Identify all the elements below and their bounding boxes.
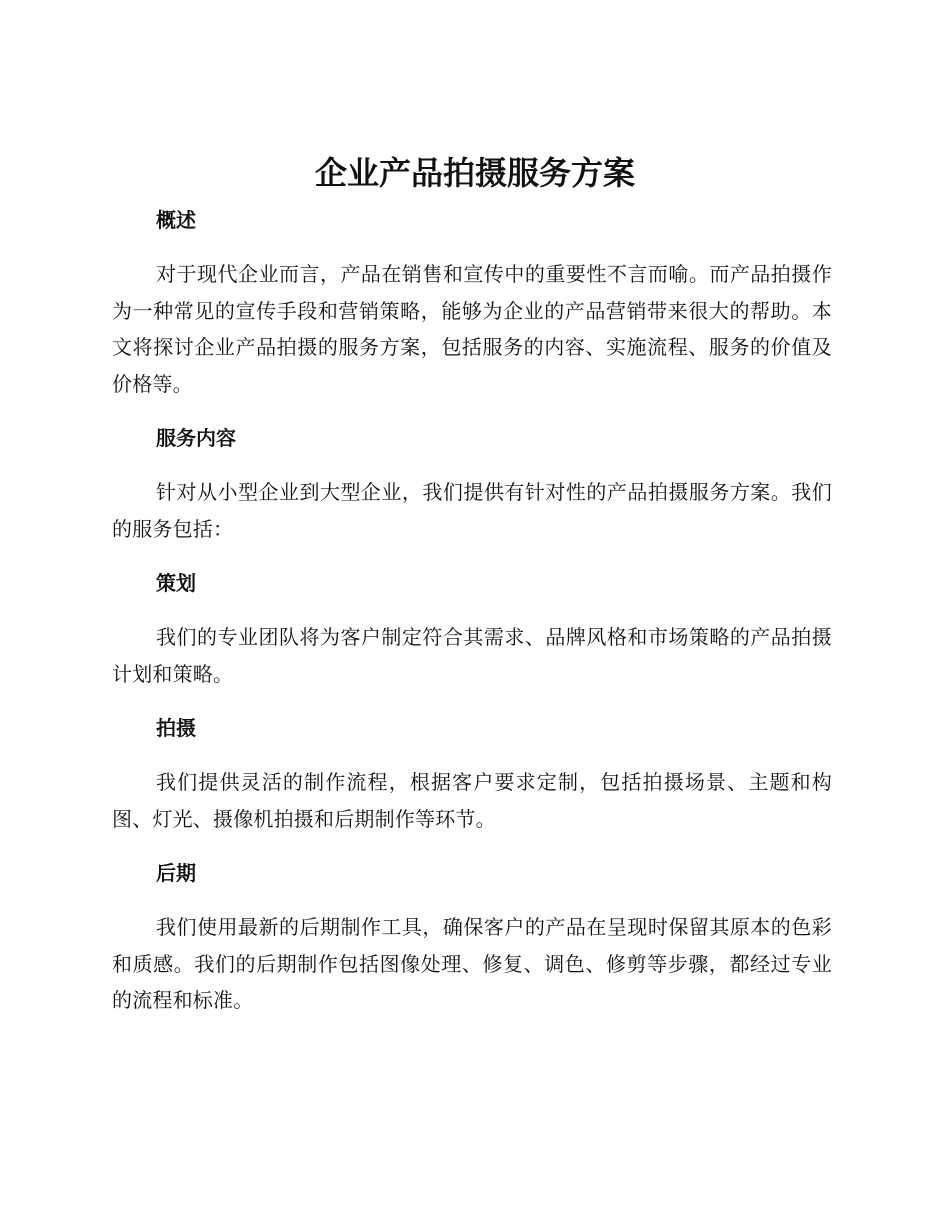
section-heading-overview: 概述 (156, 208, 196, 232)
section-paragraph-service-content: 针对从小型企业到大型企业，我们提供有针对性的产品拍摄服务方案。我们的服务包括： (112, 480, 832, 541)
section-heading-planning: 策划 (156, 571, 196, 595)
document-title: 企业产品拍摄服务方案 (314, 154, 635, 192)
section-heading-shooting: 拍摄 (156, 716, 196, 740)
section-paragraph-planning: 我们的专业团队将为客户制定符合其需求、品牌风格和市场策略的产品拍摄计划和策略。 (112, 625, 832, 686)
section-paragraph-post-production: 我们使用最新的后期制作工具，确保客户的产品在呈现时保留其原本的色彩和质感。我们的后期制作包括图像处理、修复、调色、修剪等步骤，都经过专业的流程和标准。 (112, 915, 832, 1012)
section-paragraph-overview: 对于现代企业而言，产品在销售和宣传中的重要性不言而喻。而产品拍摄作为一种常见的宣传手段和营销策略，能够为企业的产品营销带来很大的帮助。本文将探讨企业产品拍摄的服务方案，包括服务的内容、实施流程、服务的价值及价格等。 (112, 262, 832, 396)
document-body (112, 198, 832, 1019)
section-heading-service-content: 服务内容 (156, 426, 236, 450)
section-heading-post-production: 后期 (156, 861, 196, 885)
section-paragraph-shooting: 我们提供灵活的制作流程，根据客户要求定制，包括拍摄场景、主题和构图、灯光、摄像机拍摄和后期制作等环节。 (112, 770, 832, 831)
